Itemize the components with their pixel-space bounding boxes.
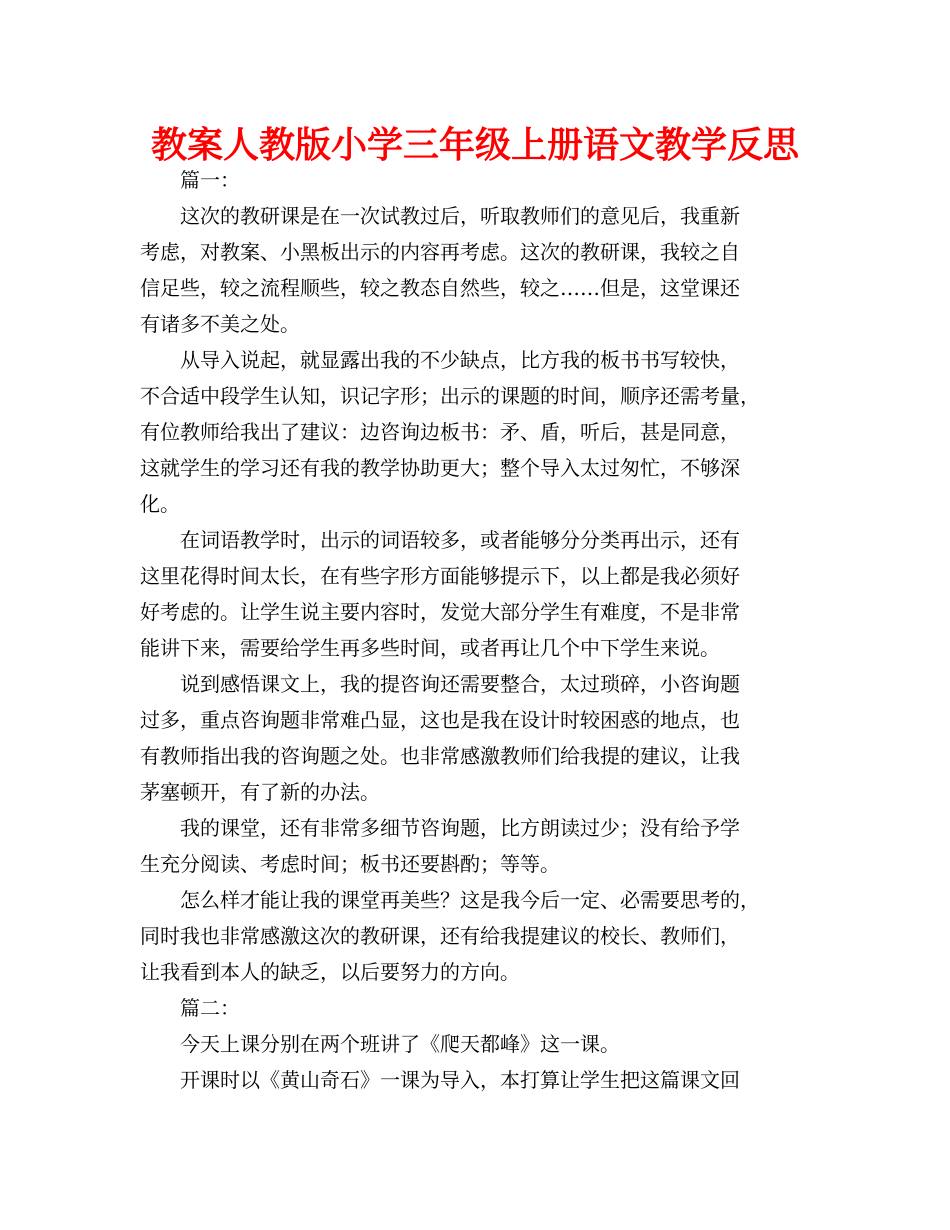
text-line: 让我看到本人的缺乏，以后要努力的方向。 [140, 960, 520, 984]
text-line: 说到感悟课文上，我的提咨询还需要整合，太过琐碎，小咨询题 [180, 672, 740, 696]
document-body [140, 162, 830, 1098]
text-line: 生充分阅读、考虑时间；板书还要斟酌；等等。 [140, 852, 560, 876]
paragraph [140, 342, 830, 522]
paragraph-heading-1 [140, 162, 830, 198]
text-line: 有位教师给我出了建议：边咨询边板书：矛、盾，听后，甚是同意， [140, 420, 740, 444]
paragraph-heading-2 [140, 990, 830, 1026]
text-line: 篇一： [180, 168, 240, 192]
paragraph [140, 882, 830, 990]
text-line: 我的课堂，还有非常多细节咨询题，比方朗读过少；没有给予学 [180, 816, 740, 840]
text-line: 怎么样才能让我的课堂再美些？这是我今后一定、必需要思考的， [180, 888, 760, 912]
document-title: 教案人教版小学三年级上册语文教学反思 [150, 125, 799, 166]
paragraph [140, 522, 830, 666]
text-line: 茅塞顿开，有了新的办法。 [140, 780, 380, 804]
text-line: 这就学生的学习还有我的教学协助更大；整个导入太过匆忙，不够深 [140, 456, 740, 480]
text-line: 不合适中段学生认知，识记字形；出示的课题的时间，顺序还需考量， [140, 384, 760, 408]
text-line: 在词语教学时，出示的词语较多，或者能够分分类再出示，还有 [180, 528, 740, 552]
text-line: 篇二： [180, 996, 240, 1020]
text-line: 从导入说起，就显露出我的不少缺点，比方我的板书书写较快， [180, 348, 740, 372]
text-line: 今天上课分别在两个班讲了《爬天都峰》这一课。 [180, 1032, 620, 1056]
text-line: 开课时以《黄山奇石》一课为导入，本打算让学生把这篇课文回 [180, 1068, 740, 1092]
text-line: 这里花得时间太长，在有些字形方面能够提示下，以上都是我必须好 [140, 564, 740, 588]
text-line: 这次的教研课是在一次试教过后，听取教师们的意见后，我重新 [180, 204, 740, 228]
text-line: 好考虑的。让学生说主要内容时，发觉大部分学生有难度，不是非常 [140, 600, 740, 624]
text-line: 信足些，较之流程顺些，较之教态自然些，较之……但是，这堂课还 [140, 276, 740, 300]
text-line: 化。 [140, 492, 180, 516]
paragraph [140, 1062, 830, 1098]
paragraph [140, 198, 830, 342]
text-line: 过多，重点咨询题非常难凸显，这也是我在设计时较困惑的地点，也 [140, 708, 740, 732]
text-line: 有教师指出我的咨询题之处。也非常感激教师们给我提的建议，让我 [140, 744, 740, 768]
paragraph [140, 1026, 830, 1062]
text-line: 能讲下来，需要给学生再多些时间，或者再让几个中下学生来说。 [140, 636, 720, 660]
text-line: 有诸多不美之处。 [140, 312, 300, 336]
paragraph [140, 810, 830, 882]
text-line: 同时我也非常感激这次的教研课，还有给我提建议的校长、教师们， [140, 924, 740, 948]
text-line: 考虑，对教案、小黑板出示的内容再考虑。这次的教研课，我较之自 [140, 240, 740, 264]
paragraph [140, 666, 830, 810]
